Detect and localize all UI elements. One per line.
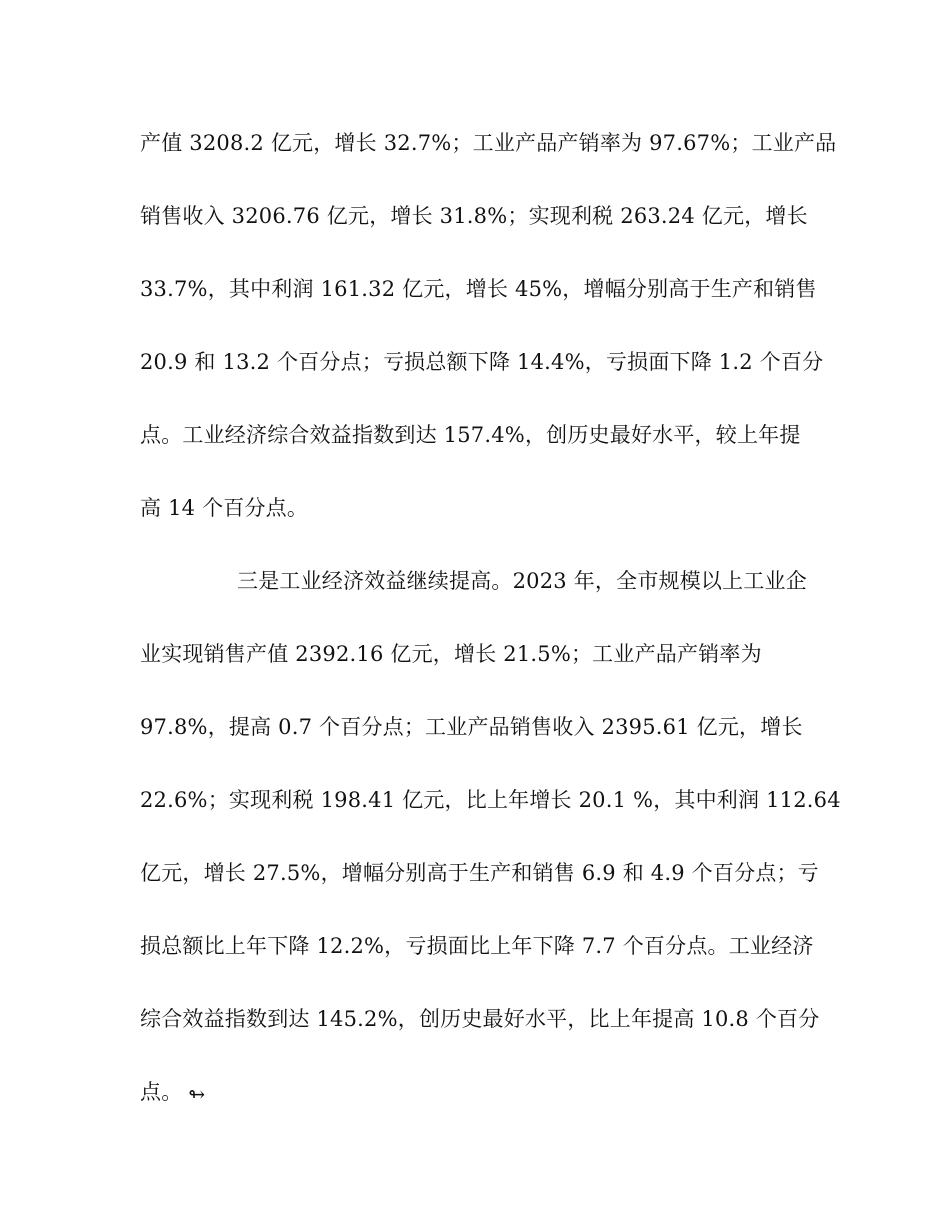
paragraph-line: 亿元，增长 27.5%，增幅分别高于生产和销售 6.9 和 4.9 个百分点；亏 — [140, 861, 819, 885]
paragraph-line: 综合效益指数到达 145.2%，创历史最好水平，比上年提高 10.8 个百分 — [140, 1007, 820, 1031]
paragraph-end-mark-icon: ↬ — [188, 1081, 206, 1106]
paragraph-line: 点。 — [140, 1080, 183, 1104]
paragraph-last-line — [140, 1077, 205, 1109]
paragraph-line: 销售收入 3206.76 亿元，增长 31.8%；实现利税 263.24 亿元，增长 — [140, 204, 808, 228]
paragraph-line: 22.6%；实现利税 198.41 亿元，比上年增长 20.1 %，其中利润 112.64 — [140, 788, 841, 812]
paragraph-line: 33.7%，其中利润 161.32 亿元，增长 45%，增幅分别高于生产和销售 — [140, 277, 817, 301]
paragraph-line: 97.8%，提高 0.7 个百分点；工业产品销售收入 2395.61 亿元，增长 — [140, 715, 803, 739]
paragraph-line: 产值 3208.2 亿元，增长 32.7%；工业产品产销率为 97.67%；工业产品 — [140, 131, 837, 155]
paragraph-line: 三是工业经济效益继续提高。2023 年，全市规模以上工业企 — [237, 569, 807, 593]
paragraph-line: 点。工业经济综合效益指数到达 157.4%，创历史最好水平，较上年提 — [140, 423, 801, 447]
paragraph-line: 高 14 个百分点。 — [140, 496, 309, 520]
paragraph-line: 业实现销售产值 2392.16 亿元，增长 21.5%；工业产品产销率为 — [140, 642, 762, 666]
paragraph-line: 20.9 和 13.2 个百分点；亏损总额下降 14.4%，亏损面下降 1.2 个百分 — [140, 350, 824, 374]
paragraph-line: 损总额比上年下降 12.2%，亏损面比上年下降 7.7 个百分点。工业经济 — [140, 934, 814, 958]
